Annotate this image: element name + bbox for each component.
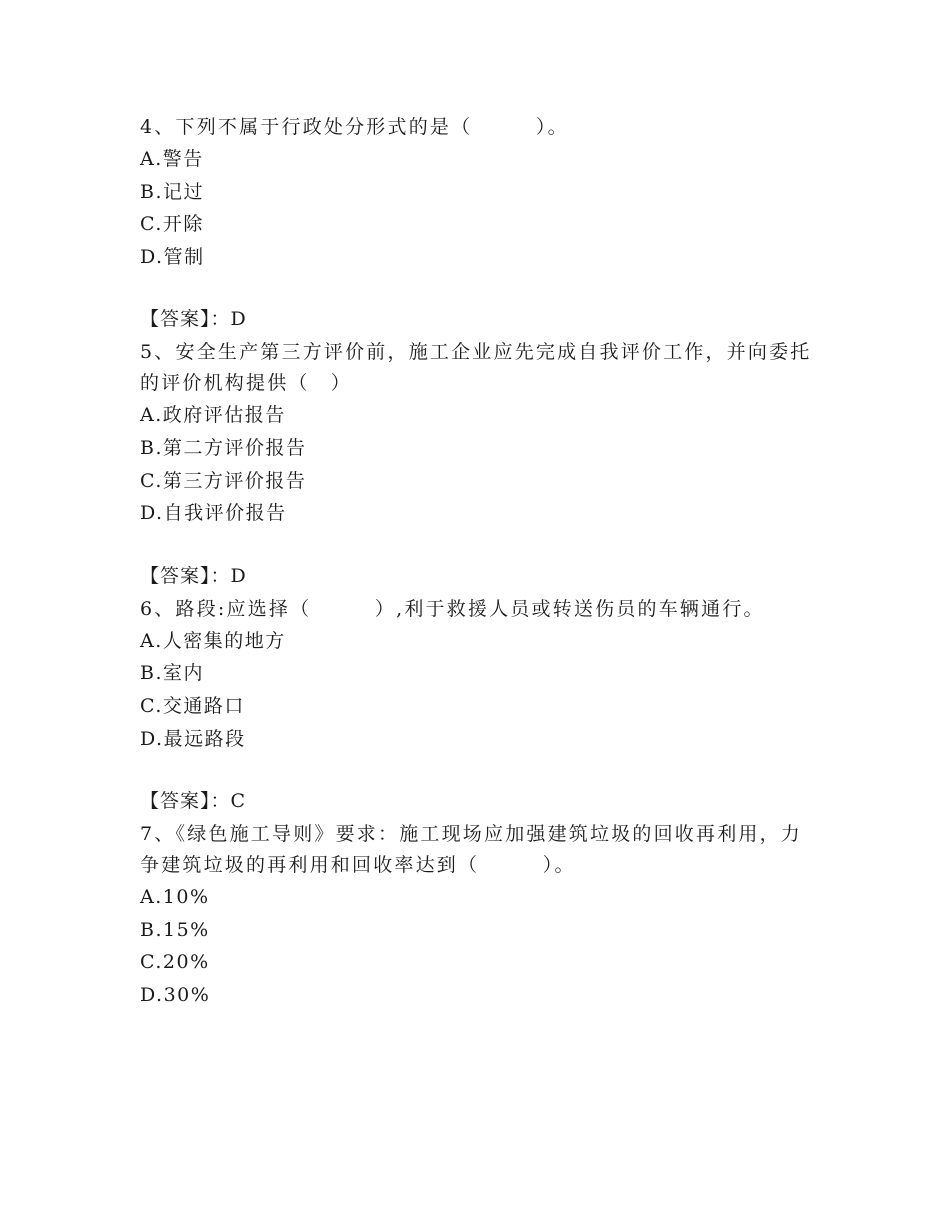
option-b: B.记过 (140, 180, 205, 203)
option-a: A.政府评估报告 (140, 404, 286, 427)
option-c: C.交通路口 (140, 694, 245, 717)
option-a: A.人密集的地方 (140, 629, 286, 652)
question-stem: 6、路段:应选择（ ）,利于救援人员或转送伤员的车辆通行。 (140, 597, 765, 620)
answer-line (140, 755, 820, 819)
answer-value: C (230, 790, 248, 813)
option-b: B.15% (140, 918, 210, 941)
answer-value: D (230, 564, 248, 587)
question-stem: 7、《绿色施工导则》要求：施工现场应加强建筑垃圾的回收再利用，力争建筑垃圾的再利用和回收率达到（ ）。 (140, 823, 802, 877)
answer-label: 【答案】： (140, 308, 231, 331)
question-4 (140, 112, 820, 337)
option-d: D.30% (140, 983, 211, 1006)
answer-label: 【答案】： (140, 564, 231, 587)
answer-value: D (230, 308, 248, 331)
exam-page (140, 112, 820, 1012)
option-a: A.10% (140, 886, 210, 909)
option-d: D.自我评价报告 (140, 502, 287, 525)
answer-label: 【答案】： (140, 790, 231, 813)
question-5 (140, 337, 820, 593)
question-stem: 5、安全生产第三方评价前，施工企业应先完成自我评价工作，并向委托的评价机构提供（ ） (140, 341, 812, 395)
option-d: D.管制 (140, 245, 205, 268)
option-c: C.第三方评价报告 (140, 469, 307, 492)
option-c: C.20% (140, 951, 210, 974)
question-stem: 4、下列不属于行政处分形式的是（ ）。 (140, 116, 569, 138)
option-a: A.警告 (140, 148, 204, 170)
option-d: D.最远路段 (140, 727, 246, 750)
option-b: B.第二方评价报告 (140, 436, 307, 459)
option-b: B.室内 (140, 662, 205, 685)
answer-line (140, 273, 820, 337)
question-6 (140, 594, 820, 819)
question-7 (140, 819, 820, 1011)
option-c: C.开除 (140, 213, 204, 236)
answer-line (140, 530, 820, 594)
